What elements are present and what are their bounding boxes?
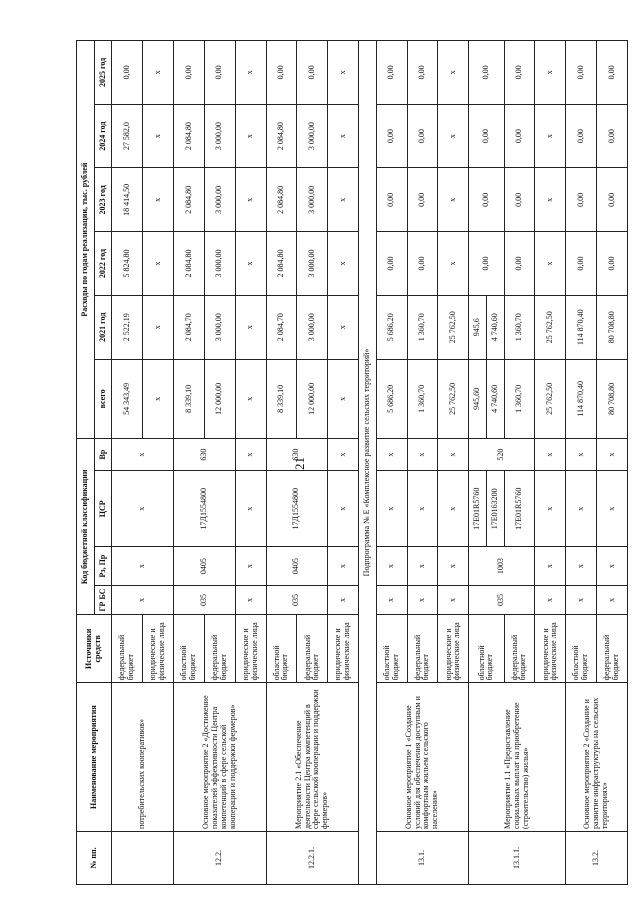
cell-2025: 0,00 xyxy=(469,41,504,105)
cell-total: 80 708,80 xyxy=(597,359,628,439)
header-2025: 2025 год xyxy=(94,41,112,105)
cell-rzpr: х xyxy=(597,547,628,585)
cell-csr: 17Е01R5760 xyxy=(469,471,487,547)
header-kbk: Код бюджетной классификации xyxy=(77,439,95,615)
cell-2021: 25 762,50 xyxy=(535,295,566,359)
cell-source: юридические и физические лица xyxy=(438,615,469,683)
cell-2022: 5 824,80 xyxy=(112,232,143,296)
table-row xyxy=(112,41,143,885)
cell-2024: х xyxy=(438,104,469,168)
cell-no: 12.2.1. xyxy=(266,831,359,884)
cell-2024: х xyxy=(328,104,359,168)
cell-2021: 2 084,70 xyxy=(174,295,205,359)
cell-no xyxy=(112,831,174,884)
cell-csr: 17Д1554800 xyxy=(266,471,328,547)
cell-2024: 0,00 xyxy=(504,104,535,168)
cell-total: 5 686,20 xyxy=(376,359,407,439)
header-2021: 2021 год xyxy=(94,295,112,359)
header-rzpr: Рз, Пр xyxy=(94,547,112,585)
cell-total: х xyxy=(143,359,174,439)
cell-2021: х xyxy=(235,295,266,359)
cell-rzpr: х xyxy=(235,547,266,585)
cell-grbs: х xyxy=(597,585,628,615)
table-row xyxy=(266,41,297,885)
cell-2025: 0,00 xyxy=(204,41,235,105)
cell-source: юридические и физические лица xyxy=(235,615,266,683)
cell-grbs: 035 xyxy=(469,585,535,615)
cell-vr: 630 xyxy=(174,439,236,471)
cell-no: 13.1.1. xyxy=(469,831,566,884)
header-name: Наименование мероприятия xyxy=(77,683,112,832)
cell-2024: 0,00 xyxy=(407,104,438,168)
header-total: всего xyxy=(94,359,112,439)
subprogram-row xyxy=(359,41,377,885)
cell-grbs: х xyxy=(376,585,407,615)
cell-2021: 80 708,80 xyxy=(597,295,628,359)
cell-2022: 0,00 xyxy=(597,232,628,296)
cell-total: 945,60 xyxy=(469,359,487,439)
cell-2023: х xyxy=(535,168,566,232)
cell-no: 13.2. xyxy=(566,831,628,884)
cell-name: Основное мероприятие 1 «Создание условий для обеспечения доступным и комфортным жильем сельского населения» xyxy=(376,683,469,832)
cell-source: областной бюджет xyxy=(266,615,297,683)
cell-csr: 17Д1554800 xyxy=(174,471,236,547)
cell-source: юридические и физические лица xyxy=(143,615,174,683)
cell-total: 4 740,60 xyxy=(486,359,504,439)
cell-2022: 3 000,00 xyxy=(204,232,235,296)
cell-total: 8 339,10 xyxy=(266,359,297,439)
cell-2022: х xyxy=(235,232,266,296)
cell-2025: 0,00 xyxy=(566,41,597,105)
cell-2024: 2 084,80 xyxy=(266,104,297,168)
cell-rzpr: 0405 xyxy=(266,547,328,585)
budget-table-rotated xyxy=(76,40,628,885)
cell-vr: х xyxy=(566,439,597,471)
cell-2025: 0,00 xyxy=(266,41,297,105)
cell-vr: х xyxy=(112,439,174,471)
cell-source: федеральный бюджет xyxy=(204,615,235,683)
header-grbs: ГР БС xyxy=(94,585,112,615)
cell-grbs: 035 xyxy=(266,585,328,615)
cell-2021: 1 360,70 xyxy=(407,295,438,359)
cell-csr: х xyxy=(597,471,628,547)
cell-2025: х xyxy=(328,41,359,105)
cell-rzpr: 1003 xyxy=(469,547,535,585)
cell-source: юридические и физические лица xyxy=(328,615,359,683)
cell-source: федеральный бюджет xyxy=(597,615,628,683)
cell-2024: 3 000,00 xyxy=(204,104,235,168)
cell-2022: 2 084,80 xyxy=(174,232,205,296)
cell-name: Мероприятие 1.1 «Предоставление социальных выплат на приобретение (строительство) жилья» xyxy=(469,683,566,832)
cell-2025: 0,00 xyxy=(297,41,328,105)
cell-2021: 945,6 xyxy=(469,295,487,359)
cell-vr: х xyxy=(438,439,469,471)
cell-2024: 0,00 xyxy=(566,104,597,168)
cell-rzpr: х xyxy=(407,547,438,585)
cell-2023: 0,00 xyxy=(597,168,628,232)
cell-rzpr: х xyxy=(328,547,359,585)
cell-2022: х xyxy=(438,232,469,296)
table-row xyxy=(566,41,597,885)
cell-2025: 0,00 xyxy=(174,41,205,105)
cell-2022: 0,00 xyxy=(469,232,504,296)
cell-2023: 0,00 xyxy=(376,168,407,232)
table-row xyxy=(469,41,487,885)
cell-total: 12 000,00 xyxy=(204,359,235,439)
cell-2023: 0,00 xyxy=(407,168,438,232)
cell-no: 12.2. xyxy=(174,831,267,884)
cell-2023: 3 000,00 xyxy=(204,168,235,232)
cell-source: областной бюджет xyxy=(469,615,504,683)
cell-2021: 4 740,60 xyxy=(486,295,504,359)
cell-source: федеральный бюджет xyxy=(504,615,535,683)
cell-vr: х xyxy=(328,439,359,471)
cell-no: 13.1. xyxy=(376,831,469,884)
cell-rzpr: х xyxy=(438,547,469,585)
cell-2021: х xyxy=(143,295,174,359)
cell-rzpr: х xyxy=(566,547,597,585)
cell-total: х xyxy=(235,359,266,439)
cell-csr: х xyxy=(407,471,438,547)
cell-vr: х xyxy=(597,439,628,471)
subprogram-title: Подпрограмма № Е «Комплексное развитие сельских территорий» xyxy=(359,41,377,885)
header-no: № пп. xyxy=(77,831,112,884)
cell-name: Мероприятие 2.1 «Обеспечение деятельности Центра компетенций в сфере сельской кооперации и поддержки фермеров» xyxy=(266,683,359,832)
cell-grbs: х xyxy=(566,585,597,615)
cell-2023: х xyxy=(235,168,266,232)
cell-vr: 520 xyxy=(469,439,535,471)
cell-2023: 0,00 xyxy=(566,168,597,232)
cell-2025: 0,00 xyxy=(407,41,438,105)
cell-2023: х xyxy=(143,168,174,232)
cell-grbs: х xyxy=(235,585,266,615)
cell-2022: 0,00 xyxy=(376,232,407,296)
cell-vr: х xyxy=(235,439,266,471)
cell-2025: 0,00 xyxy=(376,41,407,105)
cell-2025: х xyxy=(143,41,174,105)
cell-grbs: х xyxy=(438,585,469,615)
cell-2021: 114 870,40 xyxy=(566,295,597,359)
cell-2022: 3 000,00 xyxy=(297,232,328,296)
cell-2021: х xyxy=(328,295,359,359)
cell-2024: х xyxy=(143,104,174,168)
cell-total: 114 870,40 xyxy=(566,359,597,439)
cell-2025: х xyxy=(235,41,266,105)
cell-2024: х xyxy=(235,104,266,168)
cell-2022: х xyxy=(535,232,566,296)
cell-csr: х xyxy=(235,471,266,547)
cell-source: областной бюджет xyxy=(376,615,407,683)
cell-2021: 1 360,70 xyxy=(504,295,535,359)
cell-2025: 0,00 xyxy=(597,41,628,105)
cell-source: федеральный бюджет xyxy=(297,615,328,683)
cell-total: 25 762,50 xyxy=(438,359,469,439)
cell-source: областной бюджет xyxy=(174,615,205,683)
cell-name: Основное мероприятие 2 «Достижение показателей эффективности Центра компетенций в сфере сельской кооперации и поддержки фермеров» xyxy=(174,683,267,832)
cell-total: 1 360,70 xyxy=(504,359,535,439)
cell-2025: 0,00 xyxy=(112,41,143,105)
cell-2024: 0,00 xyxy=(597,104,628,168)
cell-name: Основное мероприятие 2 «Создание и развитие инфраструктуры на сельских территориях» xyxy=(566,683,628,832)
cell-2024: 27 582,0 xyxy=(112,104,143,168)
cell-source: юридические и физические лица xyxy=(535,615,566,683)
cell-2023: 0,00 xyxy=(504,168,535,232)
cell-2024: х xyxy=(535,104,566,168)
page-number: 21 xyxy=(292,457,307,470)
cell-2021: 3 000,00 xyxy=(204,295,235,359)
cell-rzpr: х xyxy=(376,547,407,585)
header-vr: Вр xyxy=(94,439,112,471)
cell-2022: 0,00 xyxy=(566,232,597,296)
cell-csr: х xyxy=(566,471,597,547)
cell-grbs: х xyxy=(407,585,438,615)
cell-2025: х xyxy=(438,41,469,105)
cell-total: 25 762,50 xyxy=(535,359,566,439)
cell-2021: 5 686,20 xyxy=(376,295,407,359)
cell-csr: 17Е01R5760 xyxy=(504,471,535,547)
cell-grbs: х xyxy=(328,585,359,615)
cell-2023: х xyxy=(438,168,469,232)
cell-2024: 3 000,00 xyxy=(297,104,328,168)
cell-2021: 3 000,00 xyxy=(297,295,328,359)
table-row xyxy=(376,41,407,885)
cell-total: 1 360,70 xyxy=(407,359,438,439)
cell-2021: 2 084,70 xyxy=(266,295,297,359)
cell-2023: 18 414,50 xyxy=(112,168,143,232)
cell-2023: 0,00 xyxy=(469,168,504,232)
cell-vr: х xyxy=(376,439,407,471)
cell-2021: 2 522,19 xyxy=(112,295,143,359)
cell-2022: х xyxy=(328,232,359,296)
cell-csr: х xyxy=(376,471,407,547)
cell-csr: х xyxy=(438,471,469,547)
cell-vr: х xyxy=(535,439,566,471)
cell-2022: х xyxy=(143,232,174,296)
header-csr: ЦСР xyxy=(94,471,112,547)
cell-grbs: 035 xyxy=(174,585,236,615)
header-2022: 2022 год xyxy=(94,232,112,296)
cell-2025: 0,00 xyxy=(504,41,535,105)
cell-total: 54 343,49 xyxy=(112,359,143,439)
cell-source: областной бюджет xyxy=(566,615,597,683)
table-row xyxy=(174,41,205,885)
cell-csr: х xyxy=(112,471,174,547)
cell-total: 8 339,10 xyxy=(174,359,205,439)
cell-2023: 2 084,80 xyxy=(266,168,297,232)
cell-2023: х xyxy=(328,168,359,232)
cell-rzpr: х xyxy=(112,547,174,585)
cell-2021: 25 762,50 xyxy=(438,295,469,359)
cell-2022: 0,00 xyxy=(407,232,438,296)
cell-csr: х xyxy=(328,471,359,547)
cell-vr: х xyxy=(407,439,438,471)
cell-vr: 630 xyxy=(266,439,328,471)
cell-csr: х xyxy=(535,471,566,547)
cell-total: х xyxy=(328,359,359,439)
cell-2022: 0,00 xyxy=(504,232,535,296)
cell-rzpr: 0405 xyxy=(174,547,236,585)
budget-table xyxy=(76,40,628,885)
cell-source: федеральный бюджет xyxy=(407,615,438,683)
header-2023: 2023 год xyxy=(94,168,112,232)
header-expenses: Расходы по годам реализации, тыс. рублей xyxy=(77,41,95,439)
cell-name: потребительских кооперативов» xyxy=(112,683,174,832)
cell-2024: 2 084,80 xyxy=(174,104,205,168)
cell-total: 12 000,00 xyxy=(297,359,328,439)
cell-csr: 17Е0163200 xyxy=(486,471,504,547)
cell-2024: 0,00 xyxy=(469,104,504,168)
cell-rzpr: х xyxy=(535,547,566,585)
cell-2022: 2 084,80 xyxy=(266,232,297,296)
cell-grbs: х xyxy=(535,585,566,615)
header-2024: 2024 год xyxy=(94,104,112,168)
cell-grbs: х xyxy=(112,585,174,615)
header-row-1 xyxy=(77,41,95,885)
cell-source: федеральный бюджет xyxy=(112,615,143,683)
cell-2023: 3 000,00 xyxy=(297,168,328,232)
cell-2023: 2 084,80 xyxy=(174,168,205,232)
cell-2025: х xyxy=(535,41,566,105)
header-source: Источники средств xyxy=(77,615,112,683)
cell-2024: 0,00 xyxy=(376,104,407,168)
